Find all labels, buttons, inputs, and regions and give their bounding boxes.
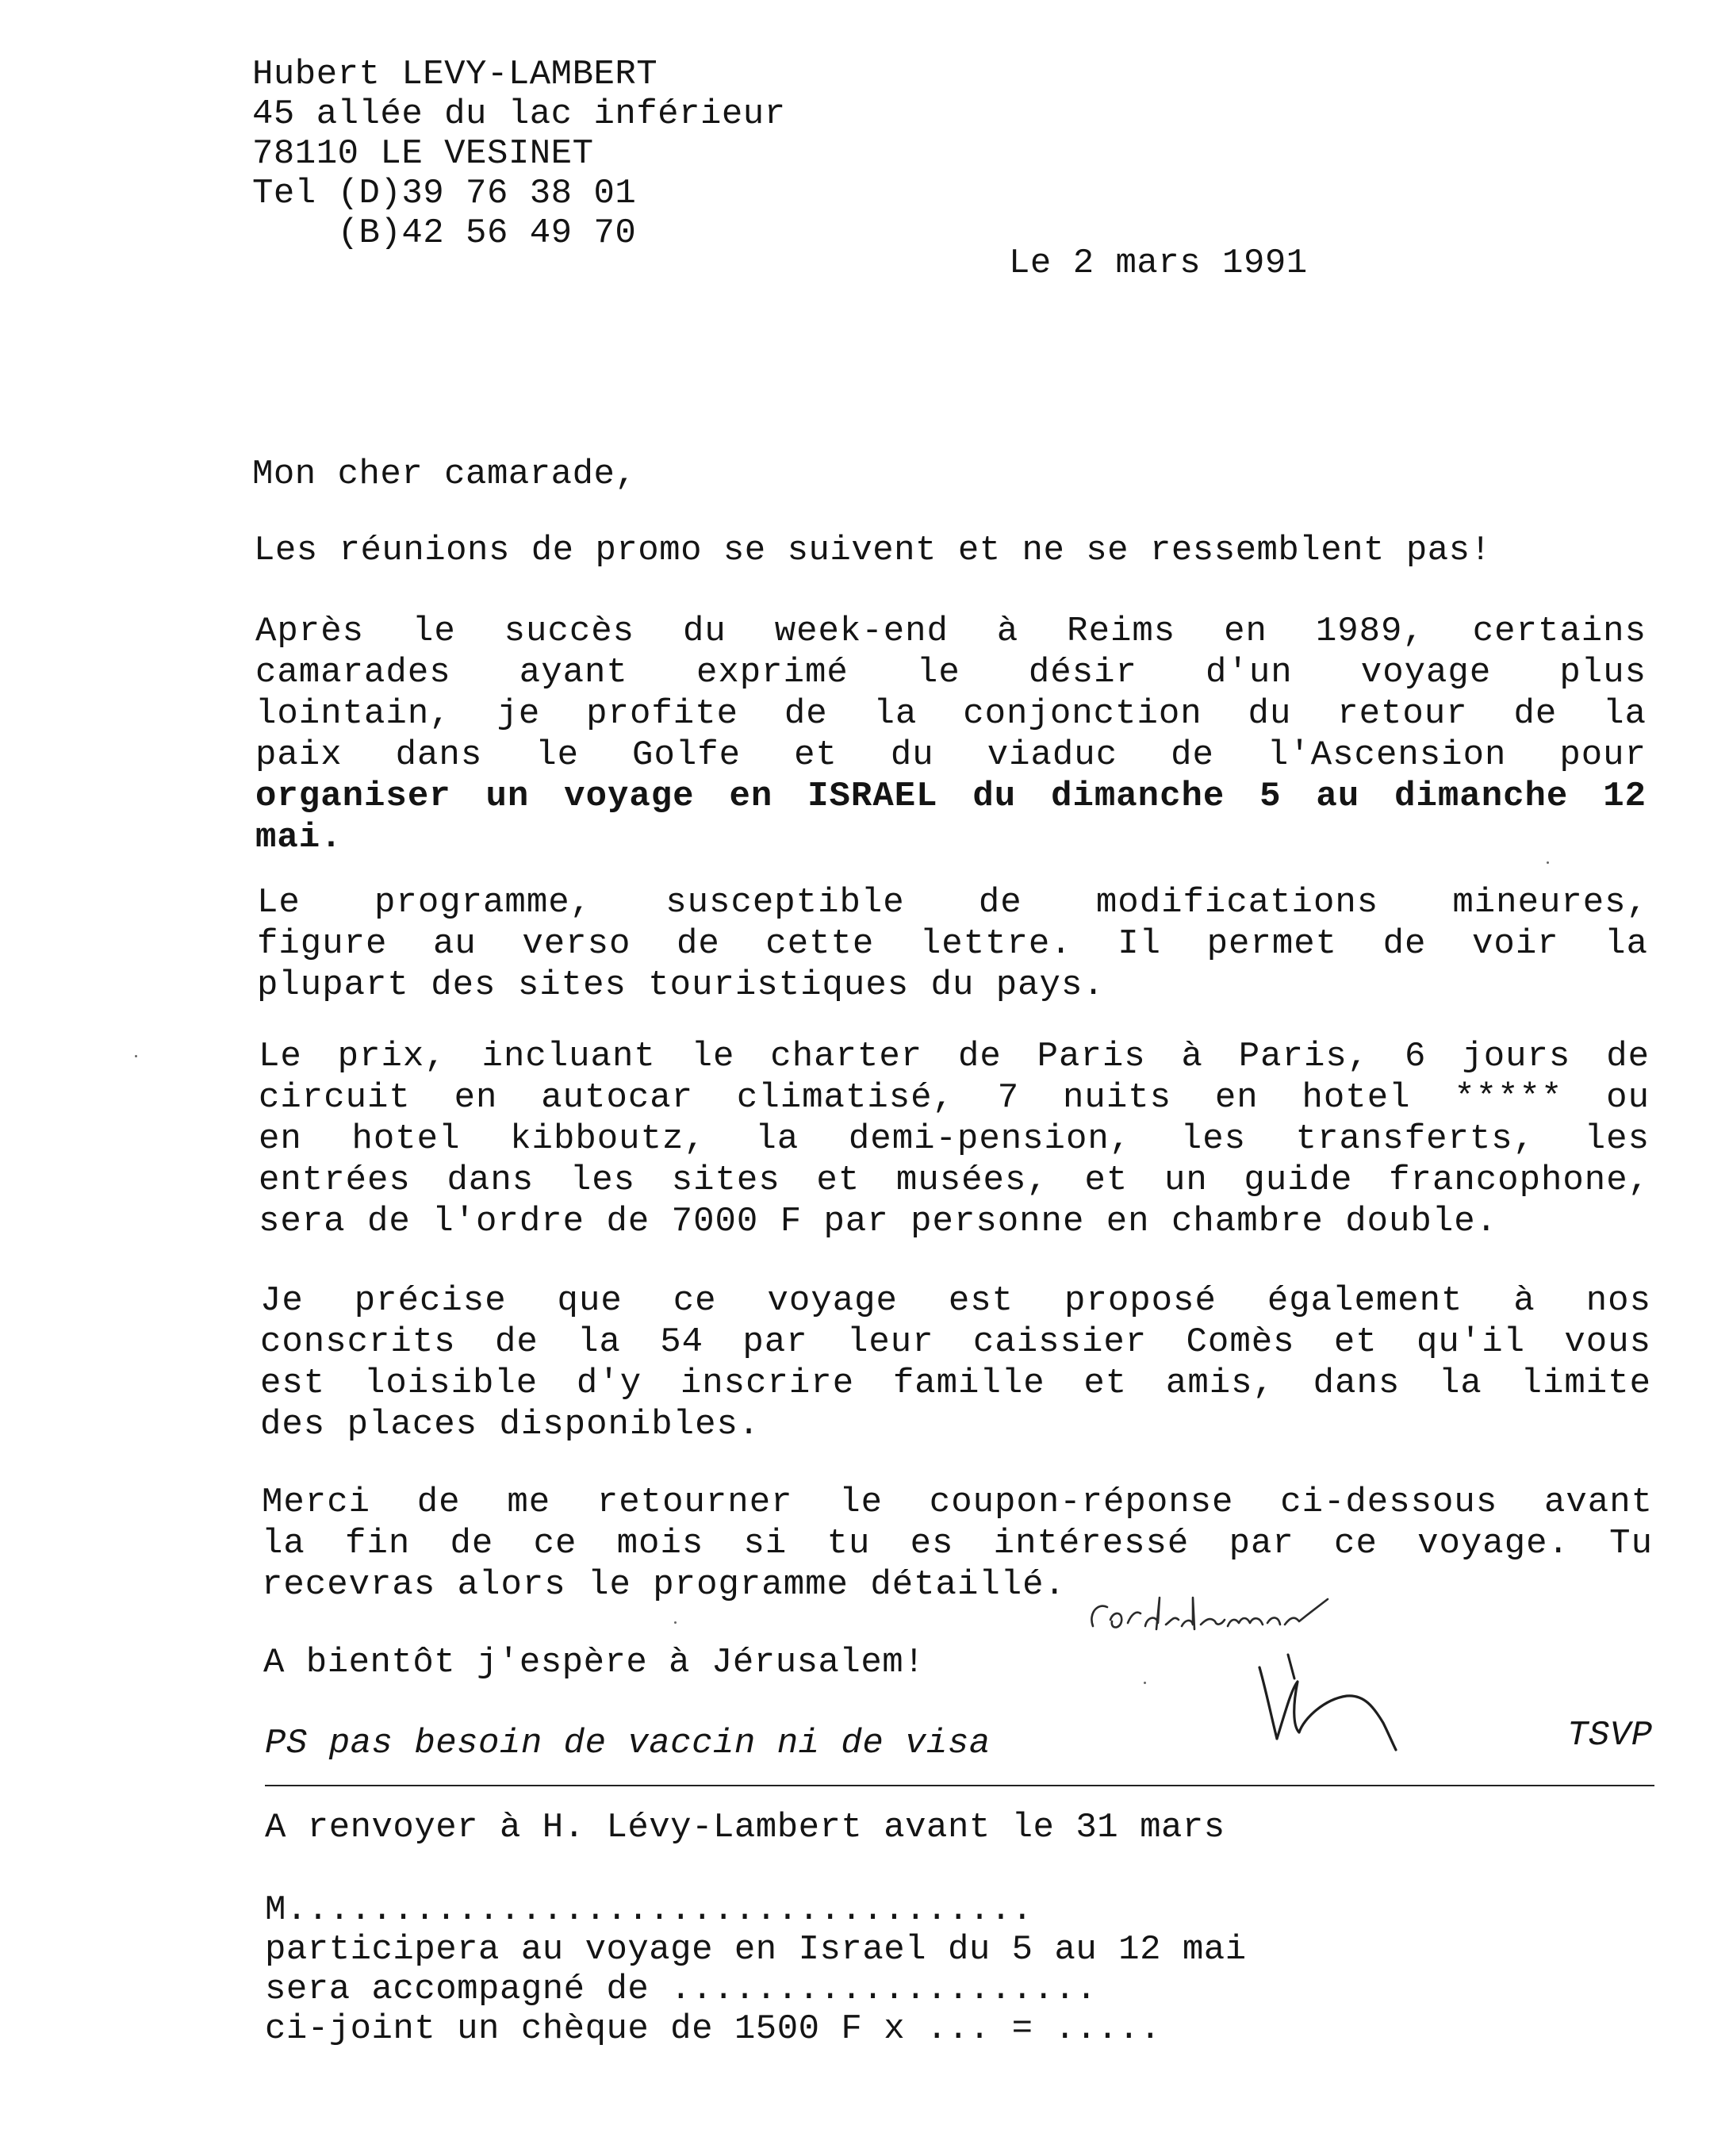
paragraph-2 xyxy=(255,611,1647,858)
scan-speck xyxy=(135,1055,137,1057)
salutation: Mon cher camarade, xyxy=(252,455,637,494)
coupon-participation: participera au voyage en Israel du 5 au 12 mai xyxy=(265,1930,1247,1970)
paragraph-6-line: la fin de ce mois si tu es intéressé par ce voyage. Tu xyxy=(262,1524,1653,1563)
handwritten-signoff xyxy=(1087,1579,1404,1650)
paragraph-3 xyxy=(257,882,1648,1006)
sender-name: Hubert LEVY-LAMBERT xyxy=(252,55,658,94)
scan-speck xyxy=(1144,1682,1146,1684)
paragraph-6-line: Merci de me retourner le coupon-réponse ci-dessous avant xyxy=(262,1483,1653,1522)
paragraph-5 xyxy=(260,1280,1651,1445)
paragraph-4-line: circuit en autocar climatisé, 7 nuits en hotel ***** ou xyxy=(259,1078,1650,1118)
sender-tel-home: Tel (D)39 76 38 01 xyxy=(252,174,637,213)
coupon-header: A renvoyer à H. Lévy-Lambert avant le 31 mars xyxy=(265,1808,1225,1847)
paragraph-3-line: figure au verso de cette lettre. Il permet de voir la xyxy=(257,924,1648,964)
paragraph-5-line: conscrits de la 54 par leur caissier Comès et qu'il vous xyxy=(260,1322,1651,1362)
letter-date: Le 2 mars 1991 xyxy=(1009,244,1308,283)
paragraph-2-line: camarades ayant exprimé le désir d'un voyage plus xyxy=(255,653,1647,692)
paragraph-1: Les réunions de promo se suivent et ne se ressemblent pas! xyxy=(254,531,1492,570)
scan-speck xyxy=(1547,861,1549,864)
sender-city: 78110 LE VESINET xyxy=(252,134,594,174)
postscript: PS pas besoin de vaccin ni de visa xyxy=(265,1724,991,1763)
paragraph-5-line: est loisible d'y inscrire famille et amis, dans la limite xyxy=(260,1364,1651,1403)
paragraph-3-line: Le programme, susceptible de modifications mineures, xyxy=(257,883,1648,923)
paragraph-2-line: organiser un voyage en ISRAEL du dimanche 5 au dimanche 12 xyxy=(255,777,1647,816)
coupon-divider xyxy=(265,1785,1654,1786)
paragraph-4 xyxy=(259,1036,1650,1242)
paragraph-2-line: paix dans le Golfe et du viaduc de l'Ascension pour xyxy=(255,735,1647,775)
sender-tel-office: (B)42 56 49 70 xyxy=(252,213,637,253)
paragraph-4-line: entrées dans les sites et musées, et un guide francophone, xyxy=(259,1160,1650,1200)
paragraph-3-line: plupart des sites touristiques du pays. xyxy=(257,965,1105,1005)
paragraph-4-line: sera de l'ordre de 7000 F par personne en chambre double. xyxy=(259,1202,1498,1241)
coupon-companion-field[interactable]: sera accompagné de .................... xyxy=(265,1970,1098,2009)
paragraph-2-line: mai. xyxy=(255,818,343,857)
tsvp-label: TSVP xyxy=(1567,1716,1653,1755)
paragraph-6-line: recevras alors le programme détaillé. xyxy=(262,1565,1066,1605)
paragraph-4-line: Le prix, incluant le charter de Paris à Paris, 6 jours de xyxy=(259,1037,1650,1076)
paragraph-2-line: lointain, je profite de la conjonction du retour de la xyxy=(255,694,1647,734)
signature xyxy=(1253,1650,1436,1761)
scan-speck xyxy=(674,1621,677,1624)
paragraph-2-line: Après le succès du week-end à Reims en 1989, certains xyxy=(255,612,1647,651)
sender-address: 45 allée du lac inférieur xyxy=(252,94,786,134)
paragraph-6 xyxy=(262,1482,1653,1605)
paragraph-5-line: des places disponibles. xyxy=(260,1405,761,1444)
paragraph-5-line: Je précise que ce voyage est proposé également à nos xyxy=(260,1281,1651,1321)
paragraph-4-line: en hotel kibboutz, la demi-pension, les transferts, les xyxy=(259,1119,1650,1159)
coupon-cheque-field[interactable]: ci-joint un chèque de 1500 F x ... = ..... xyxy=(265,2009,1161,2049)
coupon-name-field[interactable]: M................................... xyxy=(265,1890,1033,1930)
closing-line: A bientôt j'espère à Jérusalem! xyxy=(263,1643,926,1682)
